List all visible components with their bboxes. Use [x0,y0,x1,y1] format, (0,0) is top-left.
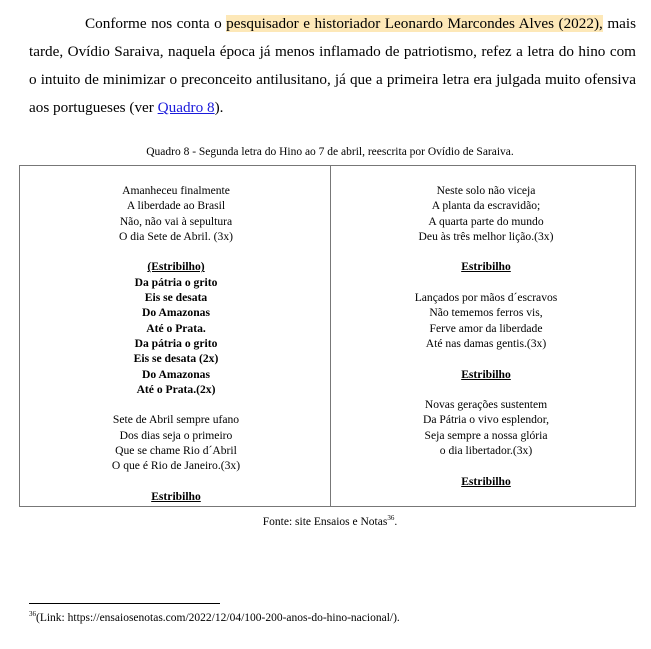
footnote-separator [29,603,220,604]
verse-line: Sete de Abril sempre ufano [112,413,240,427]
verse-line: O dia Sete de Abril. (3x) [119,229,233,243]
quadro-8-link[interactable]: Quadro 8 [157,99,215,116]
paragraph-text-end: ). [214,99,224,116]
verse-line: O que é Rio de Janeiro.(3x) [111,459,241,473]
refrain-line: Até o Prata. [146,321,206,335]
source-line [0,516,651,528]
verse-line: Não tememos ferros vis, [429,306,543,320]
right-column [336,183,636,489]
refrain-line: Da pátria o grito [134,336,218,350]
verse-line: A liberdade ao Brasil [126,199,226,213]
footnote-reference[interactable]: 36 [387,514,395,523]
verse-line: Seja sempre a nossa glória [424,428,548,442]
left-column [26,183,326,504]
paragraph-text-start: Conforme nos conta o [85,15,227,32]
verse-line: o dia libertador.(3x) [439,444,533,458]
refrain-title: (Estribilho) [147,260,205,274]
verse-line: Amanheceu finalmente [122,184,230,197]
body-paragraph [29,10,636,122]
refrain-line: Até o Prata.(2x) [136,382,216,396]
refrain-line: Eis se desata [144,291,208,305]
verse-line: Deu às três melhor lição.(3x) [418,229,554,243]
lyrics-table [19,165,636,507]
table-caption: Quadro 8 - Segunda letra do Hino ao 7 de abril, reescrita por Ovídio de Saraiva. [146,146,514,158]
column-divider [330,166,331,506]
verse-line: Lançados por mãos d´escravos [414,291,558,305]
verse-line: Ferve amor da liberdade [429,321,543,335]
refrain-title: Estribilho [461,260,511,274]
verse-line: Até nas damas gentis.(3x) [425,336,547,350]
refrain-title: Estribilho [461,367,511,381]
footnote [29,612,400,624]
verse-line: Da Pátria o vivo esplendor, [422,413,550,427]
refrain-line: Do Amazonas [142,306,210,320]
source-text: Fonte: site Ensaios e Notas [262,516,388,528]
refrain-line: Do Amazonas [142,367,210,381]
verse-line: A planta da escravidão; [431,199,541,213]
highlighted-citation: pesquisador e historiador Leonardo Marcondes Alves (2022), [226,15,603,32]
refrain-title: Estribilho [461,474,511,488]
paragraph-text-body: mais tarde, Ovídio Saraiva, naquela época já menos inflamado de patriotismo, refez a letra do hino com o intuito de minimizar o preconceito antilusitano, já que a primeira letra era julgada muito ofensiva aos portugueses (ver [29,15,636,116]
verse-line: Novas gerações sustentem [424,398,548,412]
verse-line: Dos dias seja o primeiro [119,428,233,442]
verse-line: Não, não vai à sepultura [119,214,233,228]
verse-line: Que se chame Rio d´Abril [115,444,237,458]
refrain-line: Da pátria o grito [134,275,218,289]
refrain-title: Estribilho [151,489,201,503]
refrain-line: Eis se desata (2x) [133,352,219,366]
footnote-number: 36 [29,610,36,619]
verse-line: Neste solo não viceja [436,184,536,197]
source-end: . [394,516,398,528]
footnote-text: (Link: https://ensaiosenotas.com/2022/12/04/100-200-anos-do-hino-nacional/). [36,612,400,624]
verse-line: A quarta parte do mundo [428,214,544,228]
